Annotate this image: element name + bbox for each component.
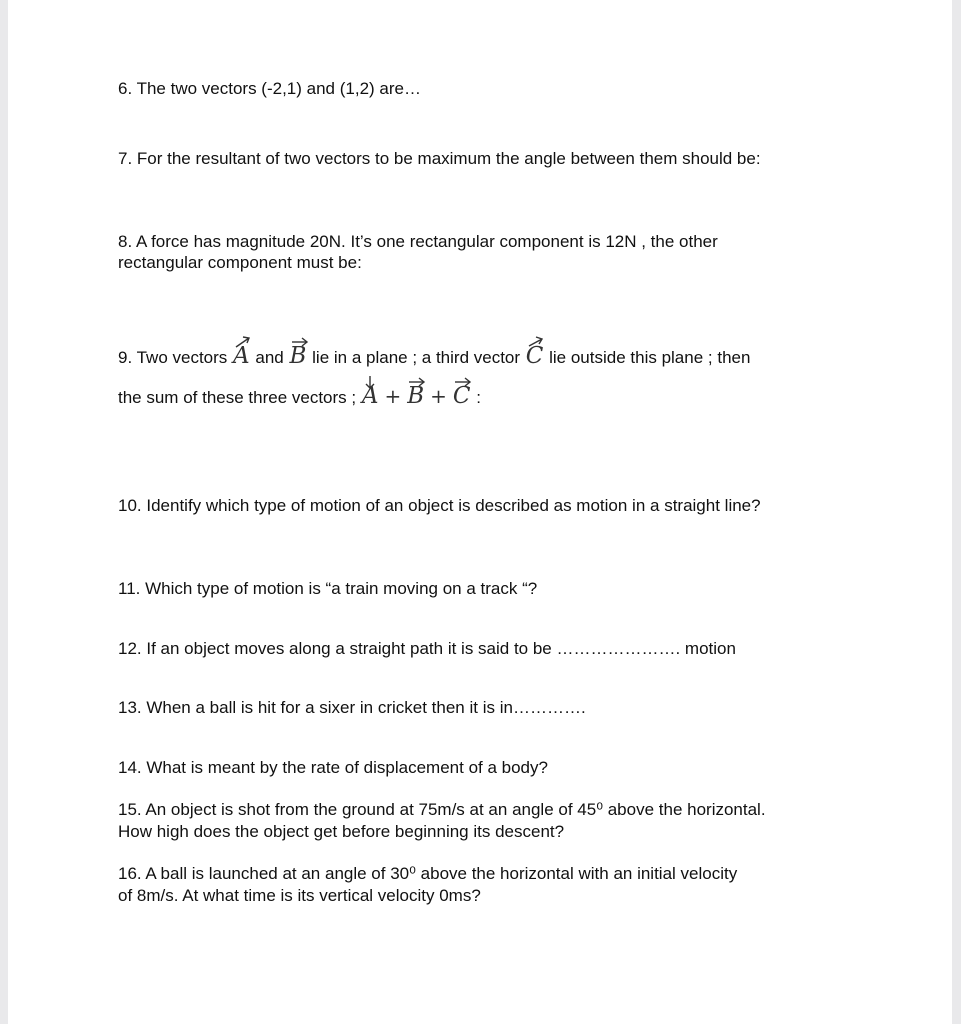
vector-arrow-icon xyxy=(234,335,252,349)
question-12: 12. If an object moves along a straight path it is said to be …………………. motion xyxy=(118,639,736,658)
plus-sign-2: + xyxy=(430,384,447,408)
q9-text-2: and xyxy=(255,348,284,367)
vector-arrow-icon xyxy=(291,335,309,349)
q9-text-4: lie outside this plane ; then xyxy=(549,348,751,367)
question-7: 7. For the resultant of two vectors to be maximum the angle between them should be: xyxy=(118,149,761,168)
question-9-line-2 xyxy=(118,381,481,413)
question-11: 11. Which type of motion is “a train moving on a track “? xyxy=(118,579,538,598)
vector-arrow-icon xyxy=(363,375,381,389)
question-15-line-1: 15. An object is shot from the ground at 75m/s at an angle of 45⁰ above the horizontal. xyxy=(118,800,766,819)
question-9-line-1 xyxy=(118,343,750,373)
question-16-line-2: of 8m/s. At what time is its vertical velocity 0ms? xyxy=(118,886,481,905)
vector-arrow-icon xyxy=(527,335,545,349)
question-8-line-2: rectangular component must be: xyxy=(118,253,362,272)
q9-text-5: the sum of these three vectors ; xyxy=(118,388,357,407)
question-6: 6. The two vectors (-2,1) and (1,2) are… xyxy=(118,79,421,98)
q9-colon: : xyxy=(476,388,481,407)
question-16-line-1: 16. A ball is launched at an angle of 30⁰ above the horizontal with an initial velocity xyxy=(118,864,738,883)
question-13: 13. When a ball is hit for a sixer in cricket then it is in…………. xyxy=(118,698,586,717)
sum-vector-c: C xyxy=(452,385,472,408)
worksheet-page xyxy=(8,0,952,1024)
vector-a: A xyxy=(232,345,251,368)
sum-vector-a: A xyxy=(361,385,380,408)
vector-c: C xyxy=(525,345,545,368)
question-10: 10. Identify which type of motion of an object is described as motion in a straight line? xyxy=(118,496,761,515)
q9-text-3: lie in a plane ; a third vector xyxy=(312,348,521,367)
question-15-line-2: How high does the object get before beginning its descent? xyxy=(118,822,565,841)
plus-sign-1: + xyxy=(384,384,402,408)
q9-text-1: 9. Two vectors xyxy=(118,348,228,367)
sum-vector-b: B xyxy=(406,385,425,408)
vector-arrow-icon xyxy=(408,375,426,389)
question-8-line-1: 8. A force has magnitude 20N. It’s one rectangular component is 12N , the other xyxy=(118,232,718,251)
question-14: 14. What is meant by the rate of displacement of a body? xyxy=(118,758,548,777)
vector-b: B xyxy=(289,345,308,368)
vector-arrow-icon xyxy=(454,375,472,389)
